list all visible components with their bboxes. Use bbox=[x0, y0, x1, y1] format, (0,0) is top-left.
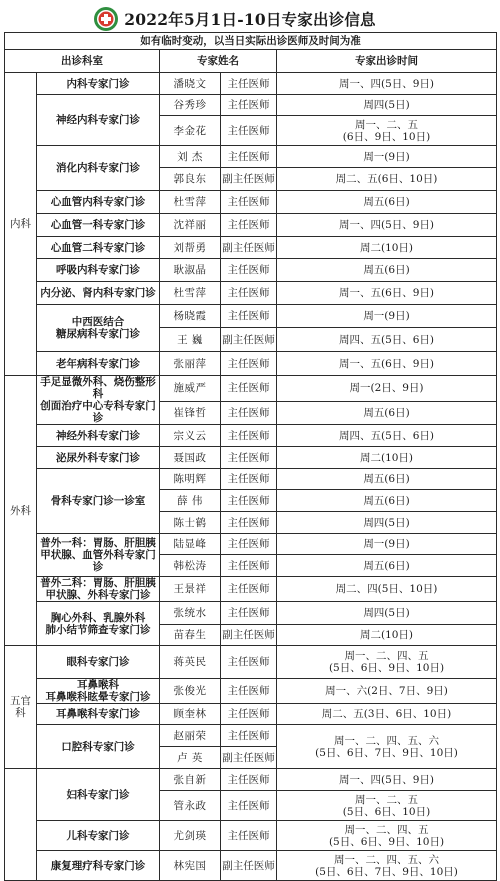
doctor-title: 主任医师 bbox=[221, 602, 277, 625]
doctor-title: 主任医师 bbox=[221, 259, 277, 282]
clinic-time bbox=[277, 95, 497, 116]
doctor-title: 副主任医师 bbox=[221, 237, 277, 259]
column-header-expert: 专家姓名 bbox=[160, 50, 277, 73]
clinic-time bbox=[277, 116, 497, 146]
doctor-title: 主任医师 bbox=[221, 95, 277, 116]
text-line: 老年病科专家门诊 bbox=[56, 357, 140, 370]
department-cell bbox=[37, 259, 160, 282]
table-row bbox=[5, 214, 497, 237]
text-line: 周五(6日) bbox=[363, 406, 410, 419]
doctor-name: 林宪国 bbox=[160, 851, 221, 881]
text-line: 周五(6日) bbox=[363, 473, 410, 485]
text-line: 周四(5日) bbox=[363, 516, 410, 529]
doctor-name: 聂国政 bbox=[160, 447, 221, 469]
doctor-name: 张丽萍 bbox=[160, 352, 221, 376]
doctor-name: 宗义云 bbox=[160, 425, 221, 447]
doctor-name: 施威严 bbox=[160, 376, 221, 402]
doctor-title: 主任医师 bbox=[221, 73, 277, 95]
text-line: 儿科专家门诊 bbox=[66, 829, 130, 842]
clinic-time bbox=[277, 625, 497, 646]
clinic-time bbox=[277, 328, 497, 352]
table-row bbox=[5, 821, 497, 851]
clinic-time bbox=[277, 490, 497, 512]
schedule-body bbox=[5, 33, 497, 881]
category-cell: 内科 bbox=[5, 73, 37, 376]
doctor-title: 主任医师 bbox=[221, 116, 277, 146]
doctor-name: 管永政 bbox=[160, 791, 221, 821]
table-row bbox=[5, 191, 497, 214]
doctor-name: 刘帮勇 bbox=[160, 237, 221, 259]
department-cell bbox=[37, 534, 160, 577]
doctor-name: 耿淑晶 bbox=[160, 259, 221, 282]
department-cell bbox=[37, 469, 160, 534]
text-line: 周五(6日) bbox=[363, 494, 410, 507]
department-cell bbox=[37, 95, 160, 146]
department-cell bbox=[37, 425, 160, 447]
text-line: 糖尿病科专家门诊 bbox=[56, 328, 140, 340]
text-line: 心血管一科专家门诊 bbox=[50, 219, 146, 231]
text-line: 周一、四(5日、9日) bbox=[338, 773, 435, 786]
text-line: 甲状腺、外科专家门诊 bbox=[45, 589, 151, 601]
doctor-title: 主任医师 bbox=[221, 282, 277, 305]
clinic-time bbox=[277, 73, 497, 95]
text-line: 口腔科专家门诊 bbox=[61, 740, 135, 753]
doctor-title: 主任医师 bbox=[221, 725, 277, 747]
text-line: (5日、6日、7日、9日、10日) bbox=[315, 865, 458, 878]
text-line: 耳鼻喉科专家门诊 bbox=[56, 708, 140, 720]
text-line: 周一(9日) bbox=[363, 310, 410, 322]
text-line: 周一、二、四、五 bbox=[344, 823, 429, 836]
text-line: 周四、五(5日、6日) bbox=[338, 429, 435, 442]
doctor-title: 主任医师 bbox=[221, 146, 277, 168]
text-line: 内科专家门诊 bbox=[66, 77, 130, 90]
text-line: 周一、四(5日、9日) bbox=[338, 77, 435, 90]
clinic-time bbox=[277, 791, 497, 821]
text-line: 周二、四(5日、10日) bbox=[335, 583, 438, 595]
department-cell bbox=[37, 646, 160, 679]
text-line: 周五(6日) bbox=[363, 196, 410, 208]
text-line: 周五(6日) bbox=[363, 559, 410, 572]
clinic-time bbox=[277, 821, 497, 851]
department-cell bbox=[37, 282, 160, 305]
text-line: 中西医结合 bbox=[71, 316, 125, 328]
doctor-name: 李金花 bbox=[160, 116, 221, 146]
doctor-title: 主任医师 bbox=[221, 704, 277, 725]
clinic-time bbox=[277, 469, 497, 490]
doctor-name: 张俊光 bbox=[160, 679, 221, 704]
text-line: 周一(9日) bbox=[363, 538, 410, 550]
clinic-time bbox=[277, 534, 497, 555]
doctor-name: 沈祥丽 bbox=[160, 214, 221, 237]
doctor-title: 主任医师 bbox=[221, 490, 277, 512]
table-row bbox=[5, 602, 497, 625]
table-row bbox=[5, 95, 497, 116]
doctor-title: 主任医师 bbox=[221, 352, 277, 376]
table-row bbox=[5, 146, 497, 168]
clinic-time bbox=[277, 168, 497, 191]
text-line: 周二(10日) bbox=[359, 241, 414, 254]
text-line: (5日、6日、9日、10日) bbox=[328, 662, 445, 674]
clinic-time bbox=[277, 447, 497, 469]
doctor-name: 刘 杰 bbox=[160, 146, 221, 168]
text-line: 心血管内科专家门诊 bbox=[50, 196, 146, 208]
text-line: 耳鼻喉科眩晕专家门诊 bbox=[45, 691, 151, 703]
department-cell bbox=[37, 577, 160, 602]
clinic-time bbox=[277, 146, 497, 168]
doctor-name: 卢 英 bbox=[160, 747, 221, 769]
clinic-time bbox=[277, 282, 497, 305]
clinic-time bbox=[277, 237, 497, 259]
table-row bbox=[5, 259, 497, 282]
doctor-title: 主任医师 bbox=[221, 425, 277, 447]
text-line: (5日、6日、7日、9日、10日) bbox=[315, 746, 458, 759]
text-line: (5日、6日、9日、10日) bbox=[328, 835, 445, 848]
doctor-title: 主任医师 bbox=[221, 447, 277, 469]
text-line: 周四(5日) bbox=[363, 607, 410, 619]
text-line: 泌尿外科专家门诊 bbox=[56, 451, 140, 464]
text-line: 肺小结节筛查专家门诊 bbox=[45, 623, 151, 636]
table-row bbox=[5, 352, 497, 376]
clinic-time bbox=[277, 602, 497, 625]
doctor-title: 主任医师 bbox=[221, 305, 277, 328]
department-cell bbox=[37, 191, 160, 214]
clinic-time bbox=[277, 555, 497, 577]
text-line: 周二、五(6日、10日) bbox=[335, 173, 438, 185]
text-line: 普外一科：胃肠、肝胆胰 bbox=[40, 537, 156, 549]
text-line: 呼吸内科专家门诊 bbox=[56, 264, 140, 276]
department-cell bbox=[37, 704, 160, 725]
doctor-title: 主任医师 bbox=[221, 376, 277, 402]
department-cell bbox=[37, 725, 160, 769]
doctor-name: 尤剑瑛 bbox=[160, 821, 221, 851]
text-line: 胸心外科、乳腺外科 bbox=[50, 611, 146, 624]
clinic-time bbox=[277, 851, 497, 881]
table-row bbox=[5, 577, 497, 602]
clinic-time bbox=[277, 512, 497, 534]
doctor-title: 主任医师 bbox=[221, 769, 277, 791]
text-line: 周一、六(2日、7日、9日) bbox=[325, 685, 448, 697]
doctor-name: 陈明辉 bbox=[160, 469, 221, 490]
text-line: 周二(10日) bbox=[359, 451, 414, 464]
text-line: 骨科专家门诊一诊室 bbox=[50, 495, 146, 507]
doctor-title: 副主任医师 bbox=[221, 168, 277, 191]
table-row bbox=[5, 769, 497, 791]
doctor-name: 王 巍 bbox=[160, 328, 221, 352]
text-line: (5日、6日、10日) bbox=[342, 805, 431, 818]
doctor-name: 顾奎林 bbox=[160, 704, 221, 725]
text-line: 眼科专家门诊 bbox=[66, 656, 130, 668]
doctor-name: 薛 伟 bbox=[160, 490, 221, 512]
text-line: 周四、五(5日、6日) bbox=[338, 333, 435, 346]
text-line: 创面治疗中心专科专家门诊 bbox=[40, 400, 156, 424]
page-title: 2022年5月1日-10日专家出诊信息 bbox=[124, 10, 376, 29]
text-line: 耳鼻喉科 bbox=[77, 679, 119, 691]
text-line: 周一、二、四、五、六 bbox=[334, 853, 439, 866]
clinic-time bbox=[277, 305, 497, 328]
table-row bbox=[5, 237, 497, 259]
text-line: 周一、四(5日、9日) bbox=[338, 219, 435, 231]
doctor-title: 主任医师 bbox=[221, 577, 277, 602]
text-line: 内分泌、肾内科专家门诊 bbox=[40, 287, 156, 299]
text-line: 手足显微外科、烧伤整形科 bbox=[40, 376, 156, 400]
department-cell bbox=[37, 447, 160, 469]
doctor-title: 主任医师 bbox=[221, 469, 277, 490]
doctor-name: 赵丽荣 bbox=[160, 725, 221, 747]
doctor-name: 张自新 bbox=[160, 769, 221, 791]
doctor-name: 谷秀珍 bbox=[160, 95, 221, 116]
doctor-title: 主任医师 bbox=[221, 791, 277, 821]
text-line: 周一、二、五 bbox=[355, 118, 418, 131]
text-line: 甲状腺、血管外科专家门诊 bbox=[40, 549, 156, 573]
doctor-title: 副主任医师 bbox=[221, 747, 277, 769]
text-line: 神经外科专家门诊 bbox=[56, 429, 140, 442]
doctor-name: 崔锋哲 bbox=[160, 401, 221, 424]
category-cell bbox=[5, 769, 37, 881]
category-cell: 五官科 bbox=[5, 646, 37, 769]
doctor-title: 副主任医师 bbox=[221, 625, 277, 646]
text-line: 周一、二、四、五 bbox=[344, 650, 429, 662]
text-line: 普外二科：胃肠、肝胆胰 bbox=[40, 577, 156, 589]
table-row bbox=[5, 704, 497, 725]
table-row bbox=[5, 679, 497, 704]
expert-schedule-table bbox=[4, 32, 497, 881]
department-cell bbox=[37, 821, 160, 851]
clinic-time bbox=[277, 577, 497, 602]
clinic-time bbox=[277, 769, 497, 791]
doctor-name: 张统水 bbox=[160, 602, 221, 625]
table-row bbox=[5, 282, 497, 305]
doctor-name: 陆显峰 bbox=[160, 534, 221, 555]
doctor-name: 潘晓文 bbox=[160, 73, 221, 95]
doctor-name: 郭良东 bbox=[160, 168, 221, 191]
clinic-time bbox=[277, 679, 497, 704]
clinic-time bbox=[277, 352, 497, 376]
table-row bbox=[5, 425, 497, 447]
text-line: 周二、五(3日、6日、10日) bbox=[321, 708, 452, 720]
text-line: 周一、二、四、五、六 bbox=[334, 734, 439, 747]
doctor-name: 陈士鹤 bbox=[160, 512, 221, 534]
table-row bbox=[5, 376, 497, 402]
table-row bbox=[5, 725, 497, 747]
doctor-title: 主任医师 bbox=[221, 512, 277, 534]
text-line: 周一、五(6日、9日) bbox=[338, 357, 435, 370]
table-row bbox=[5, 534, 497, 555]
table-row bbox=[5, 305, 497, 328]
doctor-name: 韩松涛 bbox=[160, 555, 221, 577]
column-header-time: 专家出诊时间 bbox=[277, 50, 497, 73]
department-cell bbox=[37, 352, 160, 376]
text-line: 周五(6日) bbox=[363, 264, 410, 276]
department-cell bbox=[37, 146, 160, 191]
table-row bbox=[5, 447, 497, 469]
text-line: 周二(10日) bbox=[359, 629, 414, 641]
schedule-note: 如有临时变动，以当日实际出诊医师及时间为准 bbox=[5, 33, 497, 50]
doctor-title: 主任医师 bbox=[221, 191, 277, 214]
text-line: (6日、9日、10日) bbox=[342, 130, 431, 143]
text-line: 周四(5日) bbox=[363, 99, 410, 111]
doctor-title: 主任医师 bbox=[221, 821, 277, 851]
department-cell bbox=[37, 376, 160, 425]
text-line: 周一(2日、9日) bbox=[349, 382, 424, 395]
clinic-time bbox=[277, 191, 497, 214]
clinic-time bbox=[277, 259, 497, 282]
clinic-time bbox=[277, 425, 497, 447]
text-line: 消化内科专家门诊 bbox=[56, 162, 140, 174]
department-cell bbox=[37, 851, 160, 881]
table-row bbox=[5, 646, 497, 679]
text-line: 周一、五(6日、9日) bbox=[338, 287, 435, 299]
department-cell bbox=[37, 305, 160, 352]
doctor-name: 杨晓霞 bbox=[160, 305, 221, 328]
table-row bbox=[5, 851, 497, 881]
department-cell bbox=[37, 73, 160, 95]
doctor-title: 副主任医师 bbox=[221, 328, 277, 352]
doctor-title: 主任医师 bbox=[221, 214, 277, 237]
doctor-name: 王景祥 bbox=[160, 577, 221, 602]
doctor-title: 副主任医师 bbox=[221, 851, 277, 881]
clinic-time bbox=[277, 725, 497, 769]
doctor-name: 杜雪萍 bbox=[160, 282, 221, 305]
department-cell bbox=[37, 214, 160, 237]
clinic-time bbox=[277, 646, 497, 679]
doctor-title: 主任医师 bbox=[221, 534, 277, 555]
text-line: 周一(9日) bbox=[363, 150, 410, 163]
department-cell bbox=[37, 602, 160, 646]
column-header-department: 出诊科室 bbox=[5, 50, 160, 73]
clinic-time bbox=[277, 704, 497, 725]
clinic-time bbox=[277, 214, 497, 237]
text-line: 妇科专家门诊 bbox=[66, 788, 130, 801]
doctor-title: 主任医师 bbox=[221, 646, 277, 679]
doctor-name: 蒋英民 bbox=[160, 646, 221, 679]
text-line: 康复理疗科专家门诊 bbox=[50, 859, 146, 872]
doctor-name: 苗春生 bbox=[160, 625, 221, 646]
text-line: 周一、二、五 bbox=[355, 793, 418, 806]
doctor-name: 杜雪萍 bbox=[160, 191, 221, 214]
clinic-time bbox=[277, 401, 497, 424]
doctor-title: 主任医师 bbox=[221, 555, 277, 577]
department-cell bbox=[37, 679, 160, 704]
category-cell: 外科 bbox=[5, 376, 37, 646]
text-line: 心血管二科专家门诊 bbox=[50, 241, 146, 254]
text-line: 神经内科专家门诊 bbox=[56, 114, 140, 126]
doctor-title: 主任医师 bbox=[221, 679, 277, 704]
doctor-title: 主任医师 bbox=[221, 401, 277, 424]
department-cell bbox=[37, 237, 160, 259]
department-cell bbox=[37, 769, 160, 821]
clinic-time bbox=[277, 376, 497, 402]
table-row bbox=[5, 73, 497, 95]
table-row bbox=[5, 469, 497, 490]
